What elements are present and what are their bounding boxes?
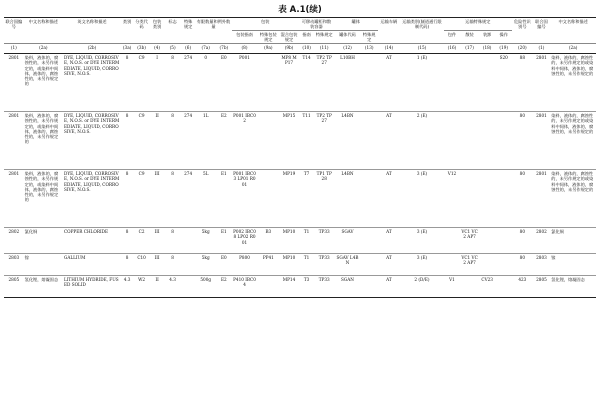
table-cell: T11 xyxy=(299,112,315,170)
table-cell: 80 xyxy=(512,170,533,228)
table-cell: E0 xyxy=(216,254,232,276)
table-cell xyxy=(460,112,479,170)
header-vehicle: 运输车辆 xyxy=(378,18,401,44)
table-cell: 染料，液体的，腐蚀性的，未另作规定的，或染料中间体，液体的，腐蚀性的，未另作规定的 xyxy=(24,170,63,228)
column-number: (20) xyxy=(512,44,533,54)
header-labels: 标志 xyxy=(164,18,181,44)
table-cell xyxy=(495,112,512,170)
table-cell: AT xyxy=(378,254,401,276)
table-cell: 2802 xyxy=(533,228,551,254)
table-cell: C10 xyxy=(133,254,150,276)
column-number: (17) xyxy=(460,44,479,54)
column-number: (10) xyxy=(299,44,315,54)
table-cell: III xyxy=(150,170,164,228)
header-class: 类别 xyxy=(121,18,133,44)
table-cell: GALLIUM xyxy=(63,254,121,276)
table-row xyxy=(4,170,596,228)
table-row xyxy=(4,228,596,254)
header-packing-instructions: 包装指南 xyxy=(232,31,258,44)
table-cell xyxy=(479,170,496,228)
column-number: (16) xyxy=(444,44,461,54)
table-cell: V1 xyxy=(444,276,461,298)
header-tank-code-special: 特殊规定 xyxy=(362,32,376,43)
table-cell: T14 xyxy=(299,54,315,112)
table-cell xyxy=(444,254,461,276)
table-cell: 2801 xyxy=(533,112,551,170)
column-number: (3a) xyxy=(121,44,133,54)
table-cell: P800 xyxy=(232,254,258,276)
column-number: (7a) xyxy=(195,44,216,54)
table-cell: MP19 xyxy=(279,170,299,228)
header-en-name: 英文名称和描述 xyxy=(63,18,121,44)
table-cell: SGAN xyxy=(334,276,361,298)
table-cell: 氯化铜 xyxy=(550,228,596,254)
header-operation: 操作 xyxy=(495,31,512,44)
table-cell: 氯化铜 xyxy=(24,228,63,254)
table-cell: 染料，液体的，腐蚀性的，未另作规定的或染料中间体，液体的，腐蚀性的，未另作规定的 xyxy=(550,170,596,228)
table-cell: T1 xyxy=(299,254,315,276)
table-cell xyxy=(479,228,496,254)
table-cell xyxy=(495,228,512,254)
table-cell xyxy=(479,254,496,276)
table-cell xyxy=(257,276,279,298)
column-number: (7b) xyxy=(216,44,232,54)
table-cell: SGAV L4BN xyxy=(334,254,361,276)
table-cell: 8 xyxy=(164,254,181,276)
table-cell: 2 (D/E) xyxy=(400,276,443,298)
table-cell: 80 xyxy=(512,112,533,170)
column-number-row xyxy=(4,44,596,54)
table-cell: P001 IBC03 LP01 R001 xyxy=(232,170,258,228)
table-cell xyxy=(460,170,479,228)
table-cell: E0 xyxy=(216,54,232,112)
table-cell xyxy=(181,276,195,298)
table-cell: 1 (E) xyxy=(400,54,443,112)
header-tank-code: 罐体代码 xyxy=(334,31,361,44)
column-number: (9b) xyxy=(279,44,299,54)
table-cell: 274 xyxy=(181,112,195,170)
header-packages: 包件 xyxy=(444,31,461,44)
table-cell: L4BN xyxy=(334,170,361,228)
table-cell xyxy=(460,54,479,112)
table-cell: B3 xyxy=(257,228,279,254)
table-cell: 0 xyxy=(195,54,216,112)
table-cell xyxy=(361,276,378,298)
table-cell xyxy=(444,112,461,170)
table-row xyxy=(4,112,596,170)
header-row-1 xyxy=(4,18,596,31)
column-number: (2a) xyxy=(550,44,596,54)
column-number: (13) xyxy=(361,44,378,54)
table-cell xyxy=(495,254,512,276)
table-cell: COPPER CHLORIDE xyxy=(63,228,121,254)
table-cell: 4.3 xyxy=(164,276,181,298)
table-cell: 8 xyxy=(164,228,181,254)
table-body xyxy=(4,54,596,298)
header-tank-special: 特殊规定 xyxy=(314,31,334,44)
table-cell: T3 xyxy=(299,276,315,298)
table-cell: 染料，液体的，腐蚀性的，未另作规定的或染料中间体，液体的，腐蚀性的，未另作规定的 xyxy=(550,112,596,170)
table-cell: 274 xyxy=(181,54,195,112)
table-cell xyxy=(257,54,279,112)
table-cell: L10BH xyxy=(334,54,361,112)
table-cell xyxy=(361,254,378,276)
table-cell: TP2 TP27 xyxy=(314,54,334,112)
table-cell xyxy=(444,54,461,112)
table-cell: PP41 xyxy=(257,254,279,276)
table-cell: 8 xyxy=(121,170,133,228)
table-cell: MP10 xyxy=(279,254,299,276)
table-cell: 2802 xyxy=(4,228,24,254)
table-cell: 8 xyxy=(164,54,181,112)
table-cell: 染料，液体的，腐蚀性的，未另作规定的，或染料中间体，液体的，腐蚀性的，未另作规定的 xyxy=(24,112,63,170)
table-cell: 5L xyxy=(195,170,216,228)
table-cell: 8 xyxy=(121,54,133,112)
table-cell: SGAV xyxy=(334,228,361,254)
header-transport-category: 运输类别(隧道通行限制代码) xyxy=(400,18,443,44)
table-cell: P001 IBC02 xyxy=(232,112,258,170)
table-cell: S20 xyxy=(495,54,512,112)
table-cell: III xyxy=(150,228,164,254)
dangerous-goods-table xyxy=(4,17,596,298)
header-limited-quantities: 有限数量和例外数量 xyxy=(195,18,231,44)
header-tank-group: 罐体 xyxy=(334,18,377,31)
table-cell: TP33 xyxy=(314,228,334,254)
header-mixed-packing: 混合包装规定 xyxy=(280,32,298,43)
table-cell: AT xyxy=(378,228,401,254)
table-cell: 423 xyxy=(512,276,533,298)
table-cell: 8 xyxy=(121,112,133,170)
header-loading: 装卸 xyxy=(479,31,496,44)
header-bulk: 散装 xyxy=(460,31,479,44)
header-cn-name-right: 中文名称和描述 xyxy=(550,18,596,44)
table-cell: C9 xyxy=(133,170,150,228)
table-cell: 8 xyxy=(164,112,181,170)
table-cell: P410 IBC04 xyxy=(232,276,258,298)
column-number: (2b) xyxy=(63,44,121,54)
table-cell xyxy=(495,170,512,228)
table-cell: E1 xyxy=(216,228,232,254)
table-cell xyxy=(361,112,378,170)
table-cell: DYE, LIQUID, CORROSIVE, N.O.S. or DYE INTERMEDIATE, LIQUID, CORROSIVE, N.O.S. xyxy=(63,170,121,228)
table-cell: W2 xyxy=(133,276,150,298)
table-cell: V12 xyxy=(444,170,461,228)
table-cell xyxy=(181,228,195,254)
column-number: (3b) xyxy=(133,44,150,54)
table-cell: E1 xyxy=(216,170,232,228)
table-cell: L4BN xyxy=(334,112,361,170)
header-special-packing: 特殊包装规定 xyxy=(257,31,279,44)
table-cell xyxy=(361,228,378,254)
table-cell xyxy=(181,254,195,276)
column-number: (11) xyxy=(314,44,334,54)
table-cell: 氢化锂，熔凝固态 xyxy=(24,276,63,298)
table-cell: 3 (E) xyxy=(400,170,443,228)
table-cell: 染料，液体的，腐蚀性的，未另作规定的或染料中间体，液体的，腐蚀性的，未另作规定的 xyxy=(550,54,596,112)
column-number: (15) xyxy=(400,44,443,54)
table-cell: 2805 xyxy=(4,276,24,298)
table-cell xyxy=(495,276,512,298)
column-number: (1) xyxy=(533,44,551,54)
column-number: (4) xyxy=(150,44,164,54)
header-hazard-id: 危险性识别号 xyxy=(512,18,533,44)
table-cell: DYE, LIQUID, CORROSIVE, N.O.S. or DYE INTERMEDIATE, LIQUID, CORROSIVE, N.O.S. xyxy=(63,112,121,170)
table-cell xyxy=(257,112,279,170)
table-cell: AT xyxy=(378,54,401,112)
table-cell: MP8 MP17 xyxy=(279,54,299,112)
table-cell: CV23 xyxy=(479,276,496,298)
table-cell: III xyxy=(150,254,164,276)
header-special-transport-group: 运输特殊规定 xyxy=(444,18,512,31)
table-cell: 4.3 xyxy=(121,276,133,298)
table-cell xyxy=(479,112,496,170)
column-number: (1) xyxy=(4,44,24,54)
table-cell: 2801 xyxy=(4,54,24,112)
table-cell: 2801 xyxy=(533,170,551,228)
table-cell: 3 (E) xyxy=(400,254,443,276)
table-cell: AT xyxy=(378,170,401,228)
column-number: (6) xyxy=(181,44,195,54)
table-cell: 8 xyxy=(121,228,133,254)
table-cell xyxy=(460,276,479,298)
table-cell: MP10 xyxy=(279,228,299,254)
table-cell: 88 xyxy=(512,54,533,112)
table-cell: E2 xyxy=(216,276,232,298)
column-number: (18) xyxy=(479,44,496,54)
table-cell: 染料，液体的，腐蚀性的，未另作规定的，或染料中间体，液体的，腐蚀性的，未另作规定的 xyxy=(24,54,63,112)
table-cell: II xyxy=(150,276,164,298)
table-cell: C9 xyxy=(133,112,150,170)
column-number: (5) xyxy=(164,44,181,54)
table-row xyxy=(4,276,596,298)
column-number: (8) xyxy=(232,44,258,54)
table-cell: P001 xyxy=(232,54,258,112)
table-cell: 8 xyxy=(164,170,181,228)
table-row xyxy=(4,54,596,112)
header-portable-tanks-group: 可移动罐柜和散装容器 xyxy=(299,18,334,31)
table-cell: C9 xyxy=(133,54,150,112)
table-cell: 2 (E) xyxy=(400,112,443,170)
header-classification-code: 分类代码 xyxy=(133,18,150,44)
table-cell: VC1 VC2 AP7 xyxy=(460,228,479,254)
column-number: (19) xyxy=(495,44,512,54)
table-cell xyxy=(257,170,279,228)
header-tank-instructions: 指南 xyxy=(299,31,315,44)
header-special-provisions: 特殊规定 xyxy=(181,18,195,44)
table-cell: T1 xyxy=(299,228,315,254)
table-cell: T7 xyxy=(299,170,315,228)
table-cell: AT xyxy=(378,112,401,170)
column-number: (9a) xyxy=(257,44,279,54)
table-cell: TP1 TP28 xyxy=(314,170,334,228)
table-cell: 1L xyxy=(195,112,216,170)
table-cell: 镓 xyxy=(24,254,63,276)
table-cell: 2803 xyxy=(533,254,551,276)
table-cell: 3 (E) xyxy=(400,228,443,254)
table-cell: VC1 VC2 AP7 xyxy=(460,254,479,276)
header-packing-group: 包装类别 xyxy=(150,18,164,44)
table-cell: E2 xyxy=(216,112,232,170)
table-cell: TP33 xyxy=(314,254,334,276)
table-cell xyxy=(361,170,378,228)
column-number: (14) xyxy=(378,44,401,54)
table-cell: DYE, LIQUID, CORROSIVE, N.O.S. or DYE INTERMEDIATE, LIQUID, CORROSIVE, N.O.S. xyxy=(63,54,121,112)
table-cell: AT xyxy=(378,276,401,298)
table-cell xyxy=(444,228,461,254)
table-cell: P002 IBC08 LP02 R001 xyxy=(232,228,258,254)
table-cell: 2801 xyxy=(4,112,24,170)
table-cell xyxy=(479,54,496,112)
table-cell: I xyxy=(150,54,164,112)
table-cell: 5kg xyxy=(195,254,216,276)
table-cell: MP15 xyxy=(279,112,299,170)
table-cell: LITHIUM HYDRIDE, FUSED SOLID xyxy=(63,276,121,298)
table-cell: C2 xyxy=(133,228,150,254)
table-cell: 镓 xyxy=(550,254,596,276)
table-cell xyxy=(361,54,378,112)
column-number: (12) xyxy=(334,44,361,54)
page-title: 表 A.1(续) xyxy=(278,5,322,15)
table-cell: 274 xyxy=(181,170,195,228)
table-cell: 8 xyxy=(121,254,133,276)
table-cell: 80 xyxy=(512,228,533,254)
table-cell: 500g xyxy=(195,276,216,298)
table-cell: 2803 xyxy=(4,254,24,276)
header-un-number: 联合国编号 xyxy=(4,18,24,44)
table-cell: 氢化锂，熔凝固态 xyxy=(550,276,596,298)
table-cell: 2805 xyxy=(533,276,551,298)
header-un-number-right: 联合国编号 xyxy=(533,18,551,44)
table-cell: 80 xyxy=(512,254,533,276)
table-cell: II xyxy=(150,112,164,170)
table-cell: 5kg xyxy=(195,228,216,254)
table-cell: 2801 xyxy=(4,170,24,228)
table-row xyxy=(4,254,596,276)
table-cell: MP14 xyxy=(279,276,299,298)
table-cell: 2801 xyxy=(533,54,551,112)
table-cell: TP2 TP27 xyxy=(314,112,334,170)
header-cn-name: 中文名称和描述 xyxy=(24,18,63,44)
column-number: (2a) xyxy=(24,44,63,54)
table-cell: TP33 xyxy=(314,276,334,298)
header-packaging-group: 包装 xyxy=(232,18,299,31)
